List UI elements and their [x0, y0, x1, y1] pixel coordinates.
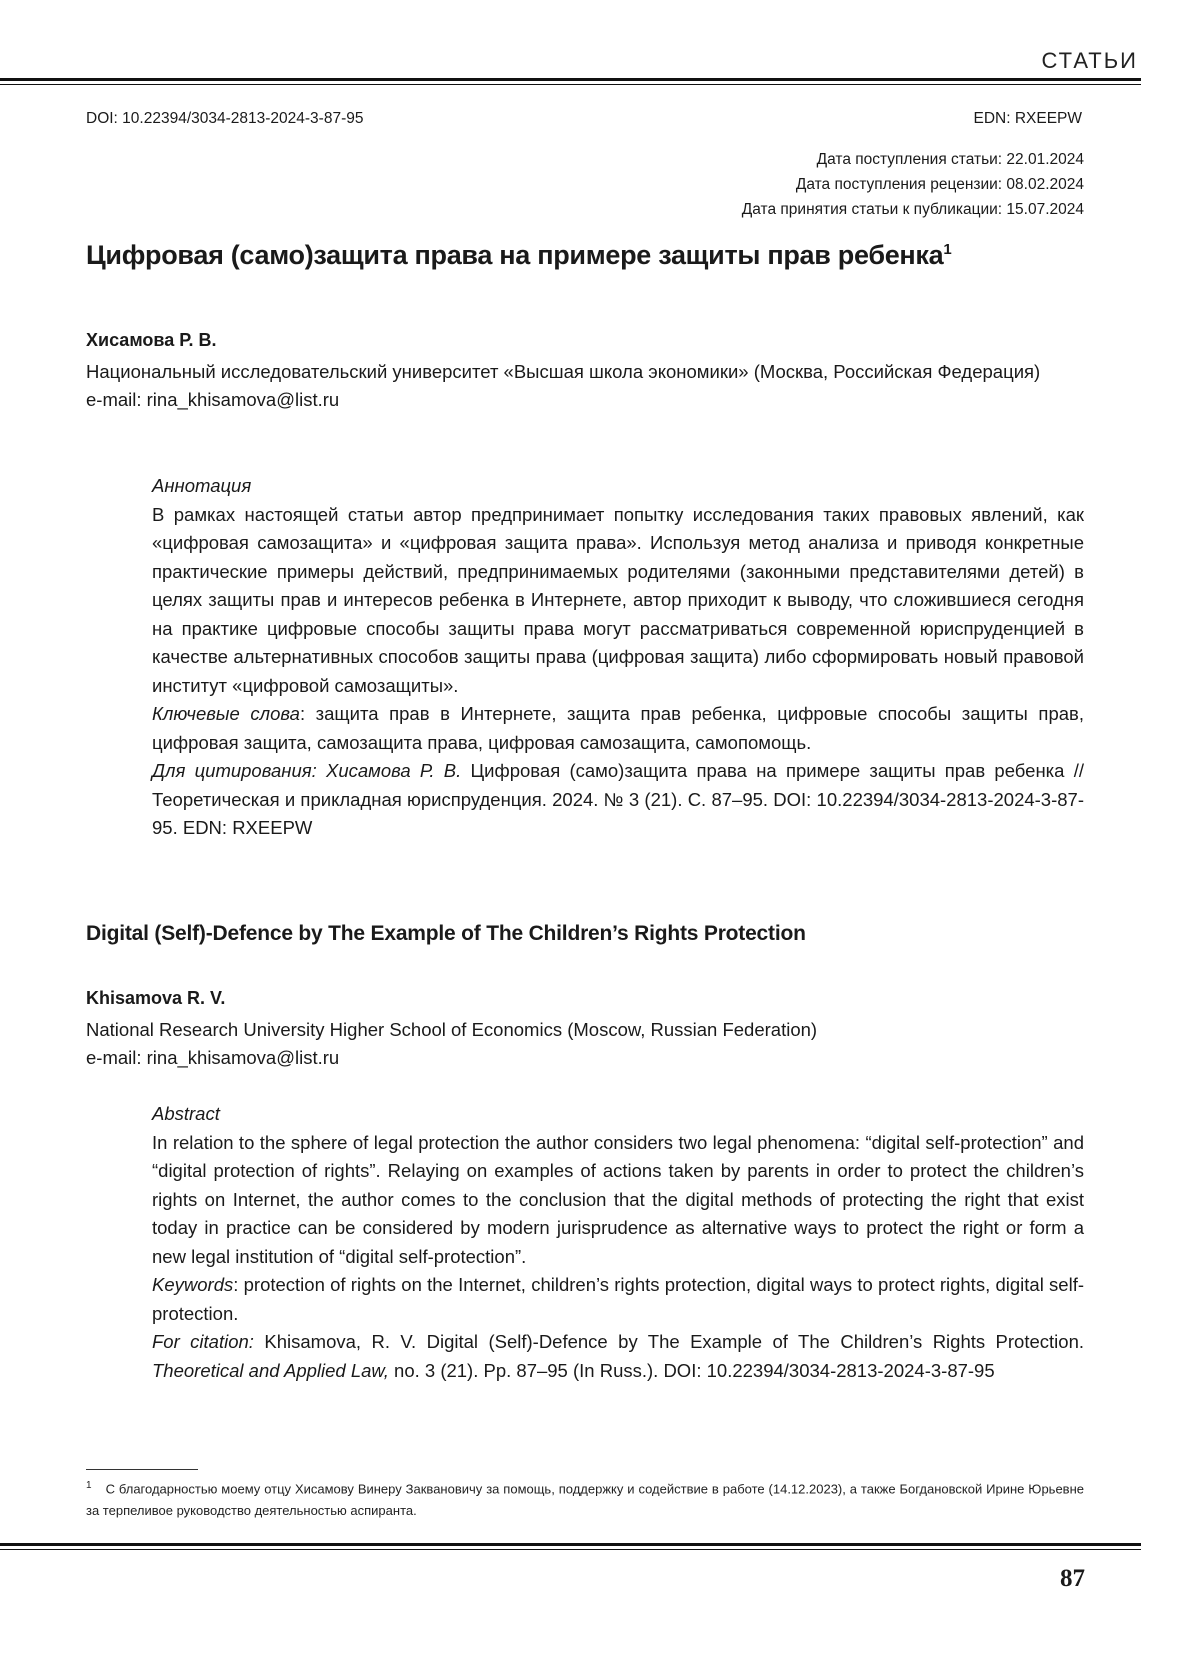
affiliation-ru: [86, 358, 1086, 414]
affiliation-ru-text: Национальный исследовательский университет «Высшая школа экономики» (Москва, Российская Федерация): [86, 361, 1041, 382]
author-en: Khisamova R. V.: [86, 988, 226, 1008]
email-ru: e-mail: rina_khisamova@list.ru: [86, 389, 340, 410]
abstract-en: [152, 1100, 1084, 1385]
citation-text-en-2: no. 3 (21). Pp. 87–95 (In Russ.). DOI: 10.22394/3034-2813-2024-3-87-95: [388, 1359, 995, 1381]
keywords-label-en: Keywords: [152, 1274, 234, 1295]
footnote-rule: [86, 1469, 198, 1470]
keywords-label-ru: Ключевые слова: [152, 703, 300, 724]
edn: EDN: RXEEPW: [973, 110, 1082, 127]
keywords-ru: [152, 700, 1084, 757]
affiliation-en-text: National Research University Higher School of Economics (Moscow, Russian Federation): [86, 1019, 818, 1040]
abstract-text-en: In relation to the sphere of legal protection the author considers two legal phenomena: “digital self-protection” and “digital protection of rights”. Relaying on examples of actions taken by parents in order to protect the children’s rights on Internet, the author comes to the conclusion that the digital methods of protecting the right that exist today in practice can be considered by modern jurisprudence as alternative ways to protect the right or form a new legal institution of “digital self-protection”.: [152, 1131, 1084, 1267]
keywords-text-en: : protection of rights on the Internet, children’s rights protection, digital ways to protect rights, digital self-protection.: [152, 1274, 1084, 1324]
citation-text-ru: Цифровая (само)защита права на примере защиты прав ребенка // Теоретическая и прикладная юриспруденция. 2024. № 3 (21). С. 87–95. DOI: 10.22394/3034-2813-2024-3-87-95. EDN: RXEEPW: [152, 760, 1084, 838]
footer-rule: [0, 1543, 1141, 1550]
citation-label-ru: Для цитирования: Хисамова Р. В.: [152, 760, 462, 781]
citation-text-en-1: Khisamova, R. V. Digital (Self)-Defence by The Example of The Children’s Rights Protection.: [253, 1331, 1084, 1352]
abstract-heading-ru: Аннотация: [152, 475, 252, 496]
page-number: 87: [1060, 1565, 1085, 1592]
abstract-text-ru: В рамках настоящей статьи автор предпринимает попытку исследования таких правовых явлений, как «цифровая самозащита» и «цифровая защита права». Используя метод анализа и приводя конкретные практические примеры действий, предпринимаемых родителями (законными представителями детей) в целях защиты прав и интересов ребенка в Интернете, автор приходит к выводу, что сложившиеся сегодня на практике цифровые способы защиты права могут рассматриваться современной юриспруденцией в качестве альтернативных способов защиты права (цифровая защита) либо сформировать новый правовой институт «цифровой самозащиты».: [152, 503, 1084, 696]
abstract-ru: [152, 472, 1084, 843]
footnote-text: С благодарностью моему отцу Хисамову Винеру Заквановичу за помощь, поддержку и содействие в работе (14.12.2023), а также Богдановской Ирине Юрьевне за терпеливое руководство деятельностью аспиранта.: [86, 1481, 1084, 1519]
doi: DOI: 10.22394/3034-2813-2024-3-87-95: [86, 110, 364, 127]
article-title-ru-text: Цифровая (само)защита права на примере защиты прав ребенка: [86, 240, 944, 270]
date-review: Дата поступления рецензии: 08.02.2024: [795, 176, 1084, 193]
citation-ru: [152, 757, 1084, 843]
footnote: [86, 1475, 1084, 1522]
affiliation-en: [86, 1016, 1086, 1072]
citation-label-en: For citation:: [152, 1331, 254, 1352]
date-received: Дата поступления статьи: 22.01.2024: [816, 151, 1084, 168]
citation-journal-en: Theoretical and Applied Law,: [152, 1359, 389, 1381]
article-title-ru: [86, 240, 951, 271]
article-title-en: Digital (Self)-Defence by The Example of The Children’s Rights Protection: [86, 922, 806, 945]
abstract-heading-en: Abstract: [152, 1103, 220, 1124]
section-label: СТАТЬИ: [1041, 48, 1138, 73]
citation-en: [152, 1328, 1084, 1385]
date-accepted: Дата принятия статьи к публикации: 15.07.2024: [741, 201, 1084, 218]
keywords-text-ru: : защита прав в Интернете, защита прав ребенка, цифровые способы защиты прав, цифровая защита, самозащита права, цифровая самозащита, самопомощь.: [152, 703, 1084, 753]
footnote-mark: 1: [86, 1480, 92, 1491]
email-en: e-mail: rina_khisamova@list.ru: [86, 1047, 340, 1068]
header-rule: [0, 78, 1141, 85]
author-ru: Хисамова Р. В.: [86, 330, 217, 350]
title-footnote-mark: 1: [943, 241, 952, 258]
submission-dates: [742, 147, 1084, 222]
keywords-en: [152, 1271, 1084, 1328]
